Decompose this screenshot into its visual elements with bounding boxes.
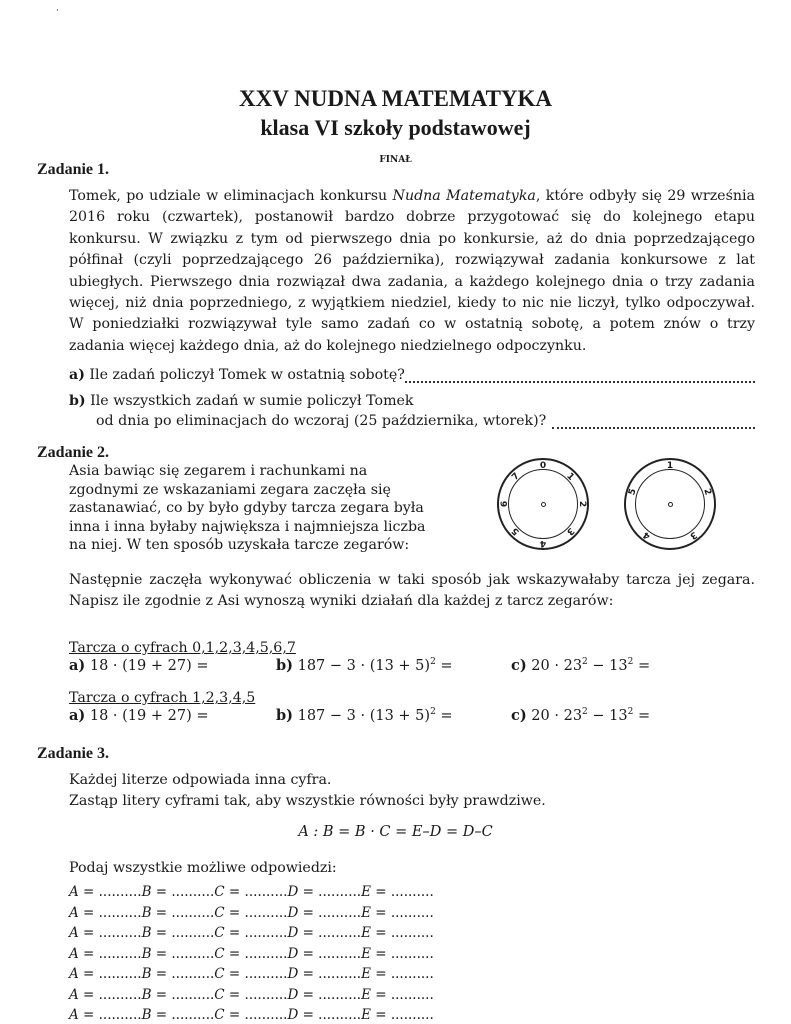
set2-expr-b: b) $187 - 3 \cdot (13 + 5)^2$ =	[276, 707, 453, 724]
task3-line2: Zastąp litery cyframi tak, aby wszystkie równości były prawdziwe.	[69, 793, 546, 809]
task1-question-b-cont: od dnia po eliminacjach do wczoraj (25 października, wtorek)?	[96, 413, 547, 429]
answer-row[interactable]: A = ..........B = ..........C = ..........D = ..........E = ..........	[69, 925, 434, 941]
task3-equation: A : B = B · C = E–D = D–C	[298, 824, 493, 840]
answer-row[interactable]: A = ..........B = ..........C = ..........D = ..........E = ..........	[69, 945, 434, 962]
clock-digit: 4	[641, 529, 653, 542]
set2-expr-c: c) $20 \cdot 23^2 - 13^2$ =	[511, 707, 651, 724]
set1-title: Tarcza o cyfrach 0,1,2,3,4,5,6,7	[69, 640, 296, 656]
task3-prompt: Podaj wszystkie możliwe odpowiedzi:	[69, 860, 337, 876]
task2-heading: Zadanie 2.	[37, 444, 110, 461]
task3-heading: Zadanie 3.	[37, 745, 110, 762]
clock-digit: 2	[700, 487, 713, 497]
clock-digit: 3	[687, 529, 699, 542]
set2-expr-a: a) 18 · (19 + 27) =	[69, 707, 209, 724]
clock-digit: 6	[499, 500, 510, 508]
set1-expr-a: a) 18 · (19 + 27) =	[69, 657, 209, 674]
task1-text: Tomek, po udziale w eliminacjach konkursu Nudna Matematyka, które odbyły się 29 września 2016 roku (czwartek), postanowił bardzo dobrze przygotować się do kolejnego etapu konkursu. W związku z tym od pierwszego dnia po konkursie, aż do dnia poprzedzającego półfinał (czyli poprzedzającego 26 października), rozwiązywał zadania konkursowe z lat ubiegłych. Pierwszego dnia rozwiązał dwa zadania, a każdego kolejnego dnia o trzy zadania więcej, niż dnia poprzedniego, z wyjątkiem niedziel, kiedy to nic nie liczył, tylko odpoczywał. W poniedziałki rozwiązywał tyle samo zadań co w ostatnią sobotę, a potem znów o trzy zadania więcej każdego dnia, aż do kolejnego niedzielnego odpoczynku.	[69, 188, 755, 354]
task1-heading: Zadanie 1.	[37, 161, 110, 178]
clock-digit: 2	[576, 500, 587, 508]
answer-row[interactable]: A = ..........B = ..........C = ..........D = ..........E = ..........	[69, 904, 434, 921]
clock-face-0-7	[497, 458, 589, 550]
clock-digit: 4	[539, 537, 547, 548]
clock-digit: 5	[627, 487, 640, 497]
stray-dot: ·	[56, 6, 59, 16]
answer-row[interactable]: A = ..........B = ..........C = ..........D = ..........E = ..........	[69, 986, 434, 1003]
clock-digit: 0	[539, 460, 547, 471]
clock-digit: 7	[510, 471, 522, 483]
answer-line-b[interactable]	[552, 427, 755, 429]
clock-digit: 1	[666, 460, 674, 471]
clock-digit: 5	[510, 525, 522, 537]
set1-expr-b: b) $187 - 3 \cdot (13 + 5)^2$ =	[276, 657, 453, 674]
answer-row[interactable]: A = ..........B = ..........C = ..........D = ..........E = ..........	[69, 884, 434, 900]
set1-expr-c: c) $20 \cdot 23^2 - 13^2$ =	[511, 657, 651, 674]
task1-question-b: b) Ile wszystkich zadań w sumie policzył Tomek	[69, 393, 414, 409]
document-title: XXV NUDNA MATEMATYKA	[238, 86, 553, 111]
clock-digit: 1	[564, 471, 576, 483]
stage-label: FINAŁ	[379, 155, 412, 165]
task2-instruction: Następnie zaczęła wykonywać obliczenia w taki sposób jak wskazywałaby tarcza jej zegara. Napisz ile zgodnie z Asi wynoszą wyniki działań dla każdej z tarcz zegarów:	[69, 572, 755, 610]
set2-title: Tarcza o cyfrach 1,2,3,4,5	[69, 690, 256, 706]
answer-row[interactable]: A = ..........B = ..........C = ..........D = ..........E = ..........	[69, 966, 434, 982]
document-subtitle: klasa VI szkoły podstawowej	[260, 115, 531, 140]
clock-digit: 3	[564, 525, 576, 537]
answer-line-a[interactable]	[405, 381, 755, 383]
task2-intro: Asia bawiąc się zegarem i rachunkami na zgodnymi ze wskazaniami zegara zaczęła się zastanawiać, co by było gdyby tarcza zegara była inna i inna byłaby największa i najmniejsza liczba na niej. W ten sposób uzyskała tarcze zegarów:	[69, 463, 426, 554]
task3-line1: Każdej literze odpowiada inna cyfra.	[69, 772, 332, 788]
task1-question-a: a) Ile zadań policzył Tomek w ostatnią sobotę?	[69, 367, 405, 383]
answer-row[interactable]: A = ..........B = ..........C = ..........D = ..........E = ..........	[69, 1007, 434, 1023]
clock-face-1-5	[624, 458, 716, 550]
